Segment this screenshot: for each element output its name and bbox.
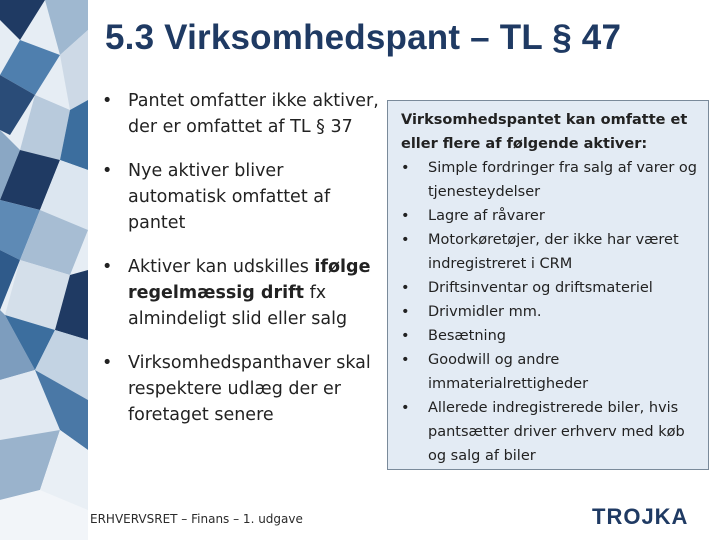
list-item: • Motorkøretøjer, der ikke har været indregistreret i CRM: [401, 228, 700, 276]
trojka-logo: TROJKA: [592, 504, 689, 529]
bullet-dot: •: [102, 91, 113, 111]
bullet-dot: •: [102, 257, 113, 277]
list-item: • Virksomhedspanthaver skal respektere udlæg der er foretaget senere: [100, 350, 380, 428]
list-item: • Allerede indregistrerede biler, hvis pantsætter driver erhverv med køb og salg af biler: [401, 396, 700, 468]
footer-text: ERHVERVSRET – Finans – 1. udgave: [90, 512, 303, 526]
bullet-dot: •: [401, 328, 410, 344]
list-item: • Nye aktiver bliver automatisk omfattet af pantet: [100, 158, 380, 236]
assets-box-intro: Virksomhedspantet kan omfatte et eller flere af følgende aktiver:: [401, 112, 688, 152]
bullet-dot: •: [401, 160, 410, 176]
assets-box: [387, 100, 709, 470]
bullet-dot: •: [102, 353, 113, 373]
list-item: • Lagre af råvarer: [401, 204, 700, 228]
list-item: • Driftsinventar og driftsmateriel: [401, 276, 700, 300]
assets-list: [401, 156, 700, 468]
bullet-dot: •: [401, 208, 410, 224]
bullet-dot: •: [401, 352, 410, 368]
list-item: • Aktiver kan udskilles ifølge regelmæssig drift fx almindeligt slid eller salg: [100, 254, 380, 332]
bullet-dot: •: [401, 232, 410, 248]
list-item: • Drivmidler mm.: [401, 300, 700, 324]
bullet-dot: •: [401, 400, 410, 416]
emphasis-text: ifølge regelmæssig drift: [128, 257, 371, 303]
bullet-dot: •: [401, 304, 410, 320]
list-item: • Besætning: [401, 324, 700, 348]
list-item: • Goodwill og andre immaterialrettigheder: [401, 348, 700, 396]
bullet-dot: •: [401, 280, 410, 296]
page-title: 5.3 Virksomhedspant – TL § 47: [105, 18, 622, 57]
decorative-left-band: [0, 0, 88, 540]
list-item: • Pantet omfatter ikke aktiver, der er omfattet af TL § 37: [100, 88, 380, 140]
bullet-dot: •: [102, 161, 113, 181]
geometric-pattern: [0, 0, 88, 540]
left-bullet-list: [100, 88, 380, 446]
list-item: • Simple fordringer fra salg af varer og tjenesteydelser: [401, 156, 700, 204]
